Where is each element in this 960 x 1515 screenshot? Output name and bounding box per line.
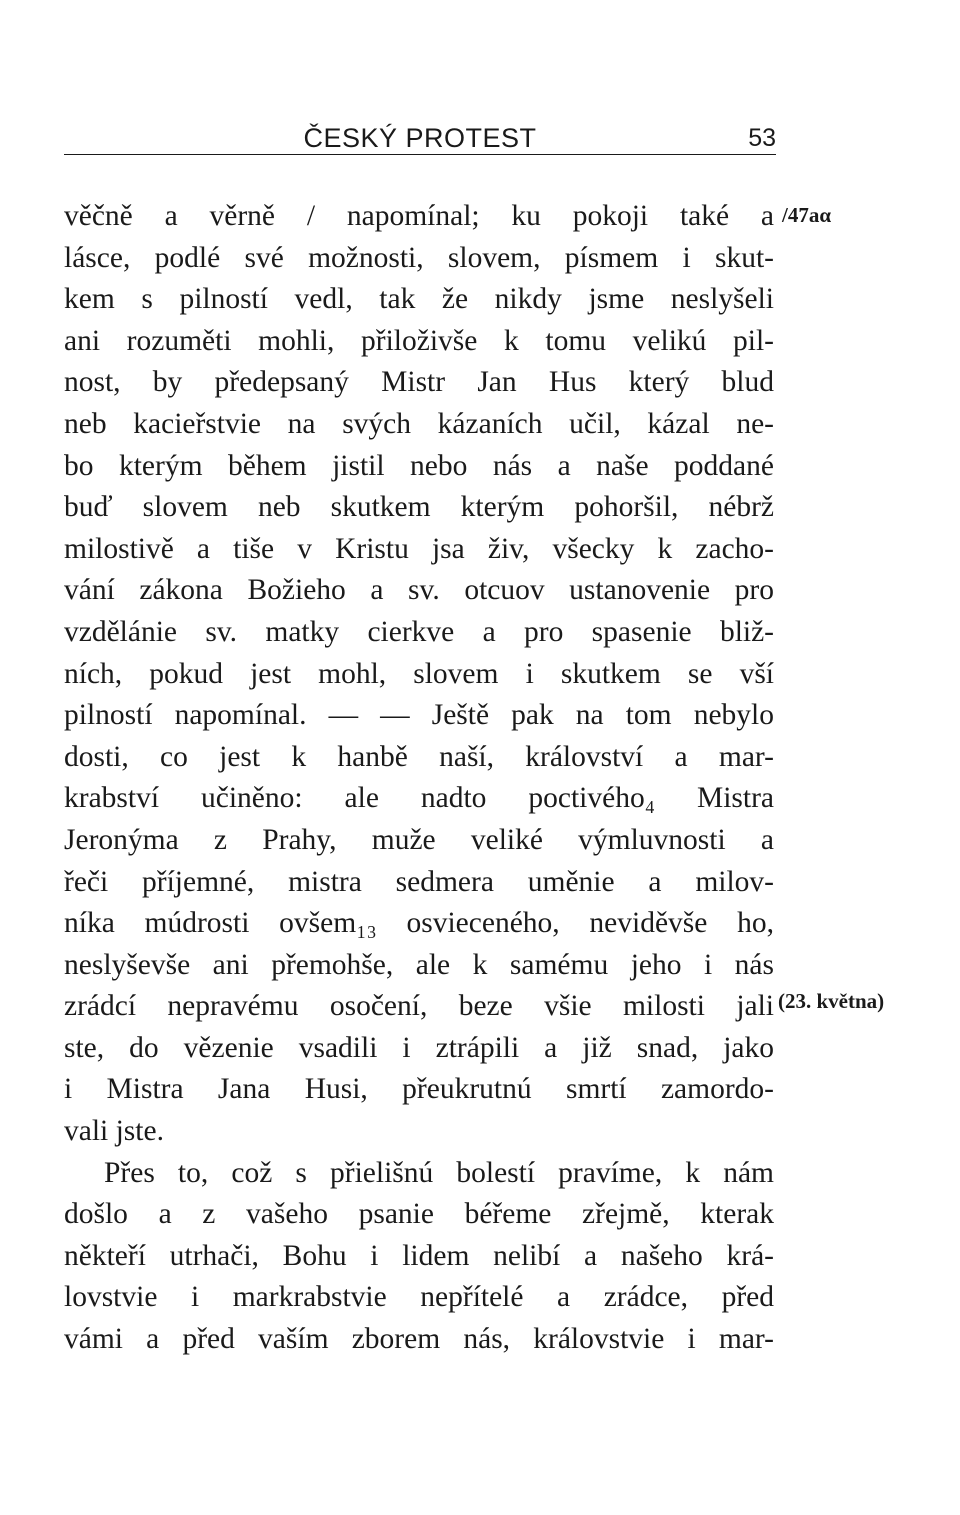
text-line: vzdělánie sv. matky cierkve a pro spasenie bliž- [64, 615, 774, 648]
margin-note-date: (23. května) [778, 989, 885, 1013]
text-line: milostivě a tiše v Kristu jsa živ, všecky k zacho- [64, 532, 774, 565]
paragraph-end-line: vali jste. [64, 1115, 164, 1148]
text-line: kem s pilností vedl, tak že nikdy jsme neslyšeli [64, 283, 774, 316]
text-line: řeči příjemné, mistra sedmera uměnie a milov- [64, 865, 774, 898]
text-line: buď slovem neb skutkem kterým pohoršil, nébrž [64, 491, 774, 524]
paragraph-start-line: Přes to, což s přielišnú bolestí pravíme, k nám [104, 1156, 774, 1189]
text-line: někteří utrhači, Bohu i lidem nelibí a našeho krá- [64, 1239, 774, 1272]
text-line: i Mistra Jana Husi, přeukrutnú smrtí zamordo- [64, 1073, 774, 1106]
page-number: 53 [748, 124, 776, 152]
text-line: krabství učiněno: ale nadto poctivého₄ Mistra [64, 782, 774, 815]
text-line: věčně a věrně / napomínal; ku pokoji také a [64, 200, 774, 232]
text-line: vání zákona Božieho a sv. otcuov ustanovenie pro [64, 574, 774, 607]
text-line: došlo a z vašeho psanie béřeme zřejmě, kterak [64, 1198, 774, 1231]
text-line: vámi a před vaším zborem nás, královstvie i mar- [64, 1323, 774, 1356]
text-line: nost, by předepsaný Mistr Jan Hus který blud [64, 366, 774, 399]
text-line: pilností napomínal. — — Ještě pak na tom nebylo [64, 699, 774, 732]
text-line: ních, pokud jest mohl, slovem i skutkem se vší [64, 657, 774, 690]
body-text [64, 196, 774, 1361]
text-line: bo kterým během jistil nebo nás a naše poddané [64, 449, 774, 482]
text-line: neb kacieřstvie na svých kázaních učil, kázal ne- [64, 407, 774, 440]
text-line: ani rozuměti mohli, přiloživše k tomu velikú pil- [64, 324, 774, 357]
running-title: ČESKÝ PROTEST [303, 123, 537, 153]
text-line: lásce, podlé své možnosti, slovem, písmem i skut- [64, 241, 774, 274]
margin-note-folio: /47aα [782, 203, 832, 227]
header-rule [64, 154, 776, 155]
running-header [64, 122, 776, 156]
text-line: dosti, co jest k hanbě naší, království a mar- [64, 740, 774, 773]
text-line: neslyševše ani přemohše, ale k samému jeho i nás [64, 948, 774, 981]
text-line: ste, do vězenie vsadili i ztrápili a již snad, jako [64, 1031, 774, 1064]
text-line: zrádcí nepravému osočení, beze všie milosti jali [64, 990, 774, 1023]
text-line: lovstvie i markrabstvie nepřítelé a zrádce, před [64, 1281, 774, 1314]
text-line: Jeronýma z Prahy, muže veliké výmluvnosti a [64, 823, 774, 856]
text-line: níka múdrosti ovšem₁₃ osvieceného, neviděvše ho, [64, 907, 774, 940]
